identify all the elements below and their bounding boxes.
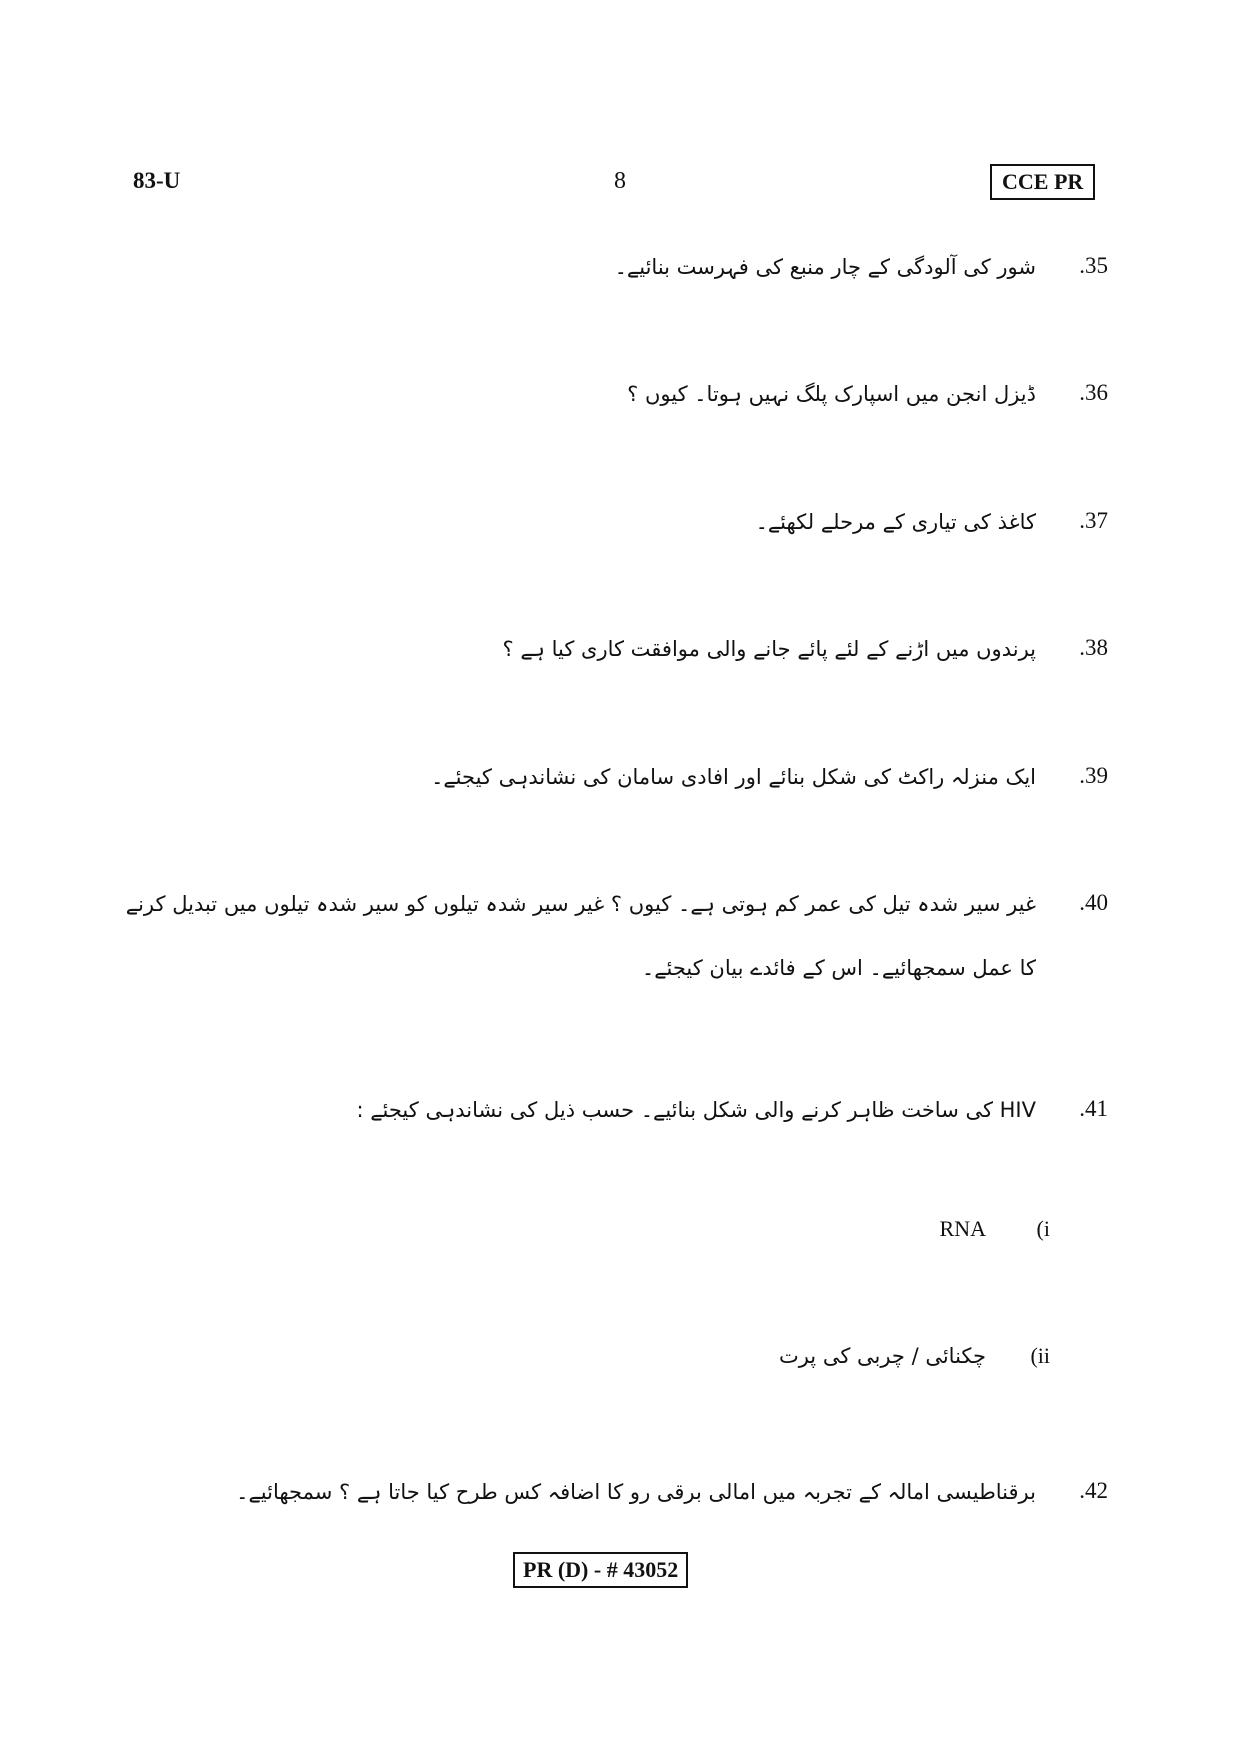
sub-item-label: (i: [1036, 1216, 1050, 1241]
page-number: 8: [614, 168, 626, 194]
question-text: شور کی آلودگی کے چار منبع کی فہرست بنائیے۔: [614, 255, 1036, 279]
question-text: غیر سیر شدہ تیل کی عمر کم ہوتی ہے۔ کیوں ؟ غیر سیر شدہ تیلوں کو سیر شدہ تیلوں میں تبدیل کرنے کا عمل سمجھائیے۔ اس کے فائدے بیان کیجئے۔: [125, 892, 1036, 980]
question-36: [108, 372, 1108, 426]
question-41: [108, 1088, 1108, 1142]
question-38: [108, 627, 1108, 681]
question-number: .36: [1079, 380, 1108, 405]
question-number: .38: [1079, 635, 1108, 660]
sub-item-ii: [779, 1343, 1050, 1369]
sub-item-text: چکنائی / چربی کی پرت: [778, 1344, 986, 1368]
question-number: .39: [1079, 763, 1108, 788]
paper-code: 83-U: [133, 168, 181, 193]
question-37: [108, 500, 1108, 554]
question-35: [108, 245, 1108, 299]
question-text: ایک منزلہ راکٹ کی شکل بنائے اور افادی سامان کی نشاندہی کیجئے۔: [431, 765, 1036, 789]
question-40: [108, 882, 1108, 1000]
question-text: برقناطیسی امالہ کے تجربہ میں امالی برقی رو کا اضافہ کس طرح کیا جاتا ہے ؟ سمجھائیے۔: [236, 1480, 1036, 1504]
sub-item-text: RNA: [939, 1216, 986, 1241]
question-text: پرندوں میں اڑنے کے لئے پائے جانے والی موافقت کاری کیا ہے ؟: [502, 637, 1036, 661]
question-number: .42: [1079, 1478, 1108, 1503]
question-number: .35: [1079, 253, 1108, 278]
sub-item-label: (ii: [1030, 1343, 1050, 1368]
question-text: کاغذ کی تیاری کے مرحلے لکھئے۔: [755, 510, 1036, 534]
sub-item-i: [940, 1216, 1050, 1242]
question-number: .40: [1079, 890, 1108, 915]
question-39: [108, 755, 1108, 809]
question-number: .41: [1079, 1096, 1108, 1121]
question-text: HIV کی ساخت ظاہر کرنے والی شکل بنائیے۔ حسب ذیل کی نشاندہی کیجئے :: [356, 1098, 1036, 1122]
footer-code-box: PR (D) - # 43052: [513, 1552, 688, 1588]
question-number: .37: [1079, 508, 1108, 533]
series-box: CCE PR: [990, 164, 1095, 200]
question-42: [108, 1470, 1108, 1524]
question-text: ڈیزل انجن میں اسپارک پلگ نہیں ہوتا۔ کیوں ؟: [627, 382, 1036, 406]
